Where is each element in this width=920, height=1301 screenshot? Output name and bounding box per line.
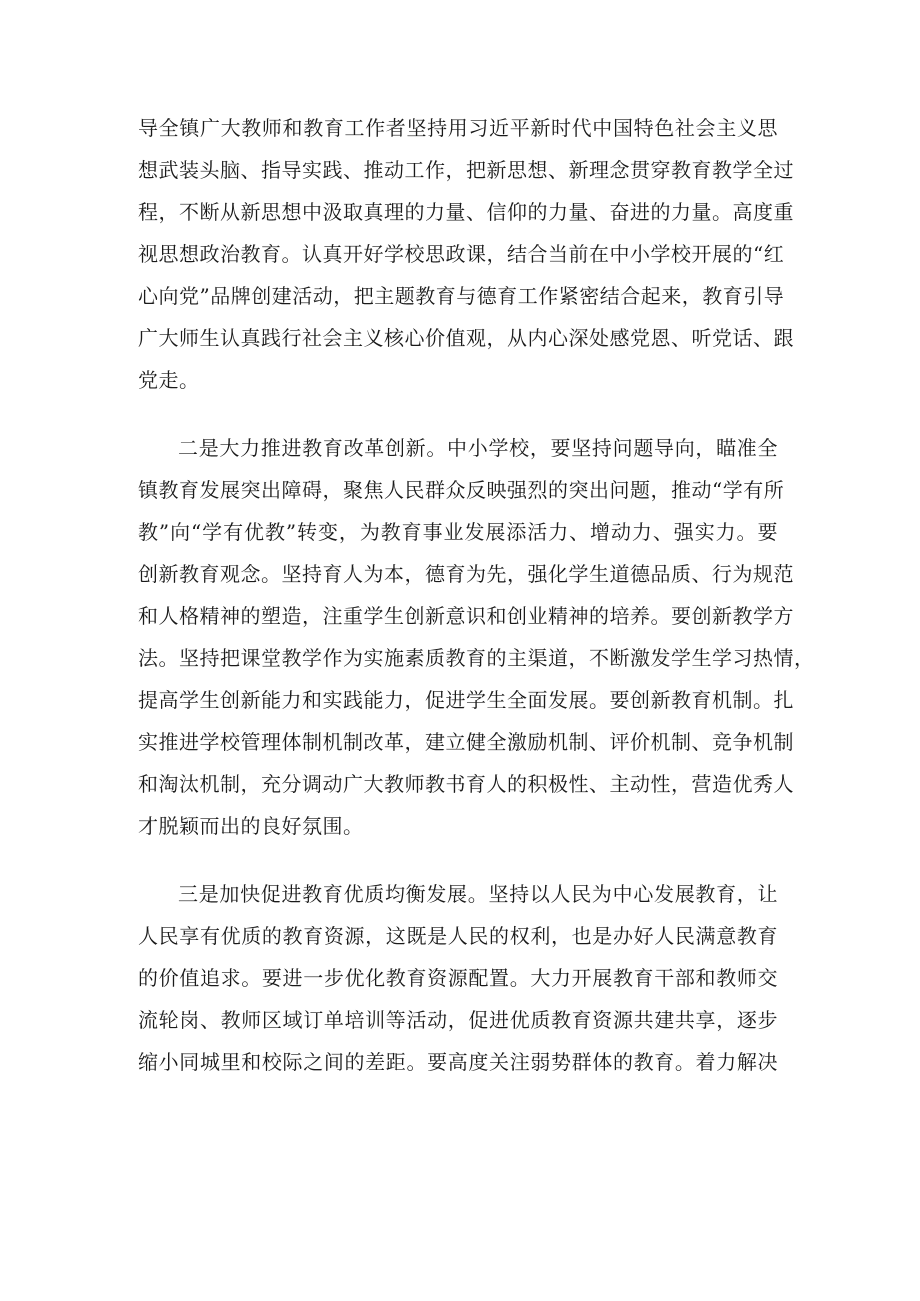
text-line: 想武装头脑、指导实践、推动工作，把新思想、新理念贯穿教育教学全过	[138, 158, 794, 182]
text-line: 三是加快促进教育优质均衡发展。坚持以人民为中心发展教育，让	[178, 882, 778, 906]
text-line: 程，不断从新思想中汲取真理的力量、信仰的力量、奋进的力量。高度重	[138, 200, 794, 224]
text-line: 创新教育观念。坚持育人为本，德育为先，强化学生道德品质、行为规范	[138, 562, 794, 586]
text-line: 广大师生认真践行社会主义核心价值观，从内心深处感党恩、听党话、跟	[138, 326, 794, 350]
text-line: 缩小同城里和校际之间的差距。要高度关注弱势群体的教育。着力解决	[138, 1050, 778, 1074]
text-line: 和淘汰机制，充分调动广大教师教书育人的积极性、主动性，营造优秀人	[138, 772, 794, 796]
text-line: 导全镇广大教师和教育工作者坚持用习近平新时代中国特色社会主义思	[138, 116, 778, 140]
text-line: 流轮岗、教师区域订单培训等活动，促进优质教育资源共建共享，逐步	[138, 1008, 778, 1032]
text-line: 党走。	[138, 368, 200, 392]
text-line: 教”向“学有优教”转变，为教育事业发展添活力、增动力、强实力。要	[138, 520, 778, 544]
paragraph-2	[138, 427, 815, 847]
text-line: 人民享有优质的教育资源，这既是人民的权利，也是办好人民满意教育	[138, 924, 778, 948]
text-line: 实推进学校管理体制机制改革，建立健全激励机制、评价机制、竞争机制	[138, 730, 794, 754]
text-line: 心向党”品牌创建活动，把主题教育与德育工作紧密结合起来，教育引导	[138, 284, 785, 308]
text-line: 视思想政治教育。认真开好学校思政课，结合当前在中小学校开展的“红	[138, 242, 785, 266]
text-line: 和人格精神的塑造，注重学生创新意识和创业精神的培养。要创新教学方	[138, 604, 794, 628]
text-line: 提高学生创新能力和实践能力，促进学生全面发展。要创新教育机制。扎	[138, 688, 794, 712]
text-line: 才脱颖而出的良好氛围。	[138, 814, 364, 838]
text-line: 镇教育发展突出障碍，聚焦人民群众反映强烈的突出问题，推动“学有所	[138, 478, 785, 502]
paragraph-3	[138, 873, 778, 1083]
text-line: 的价值追求。要进一步优化教育资源配置。大力开展教育干部和教师交	[138, 966, 778, 990]
paragraph-1	[138, 107, 794, 401]
text-line: 法。坚持把课堂教学作为实施素质教育的主渠道，不断激发学生学习热情，	[138, 646, 815, 670]
body-text	[138, 107, 815, 1083]
text-line: 二是大力推进教育改革创新。中小学校，要坚持问题导向，瞄准全	[178, 436, 778, 460]
